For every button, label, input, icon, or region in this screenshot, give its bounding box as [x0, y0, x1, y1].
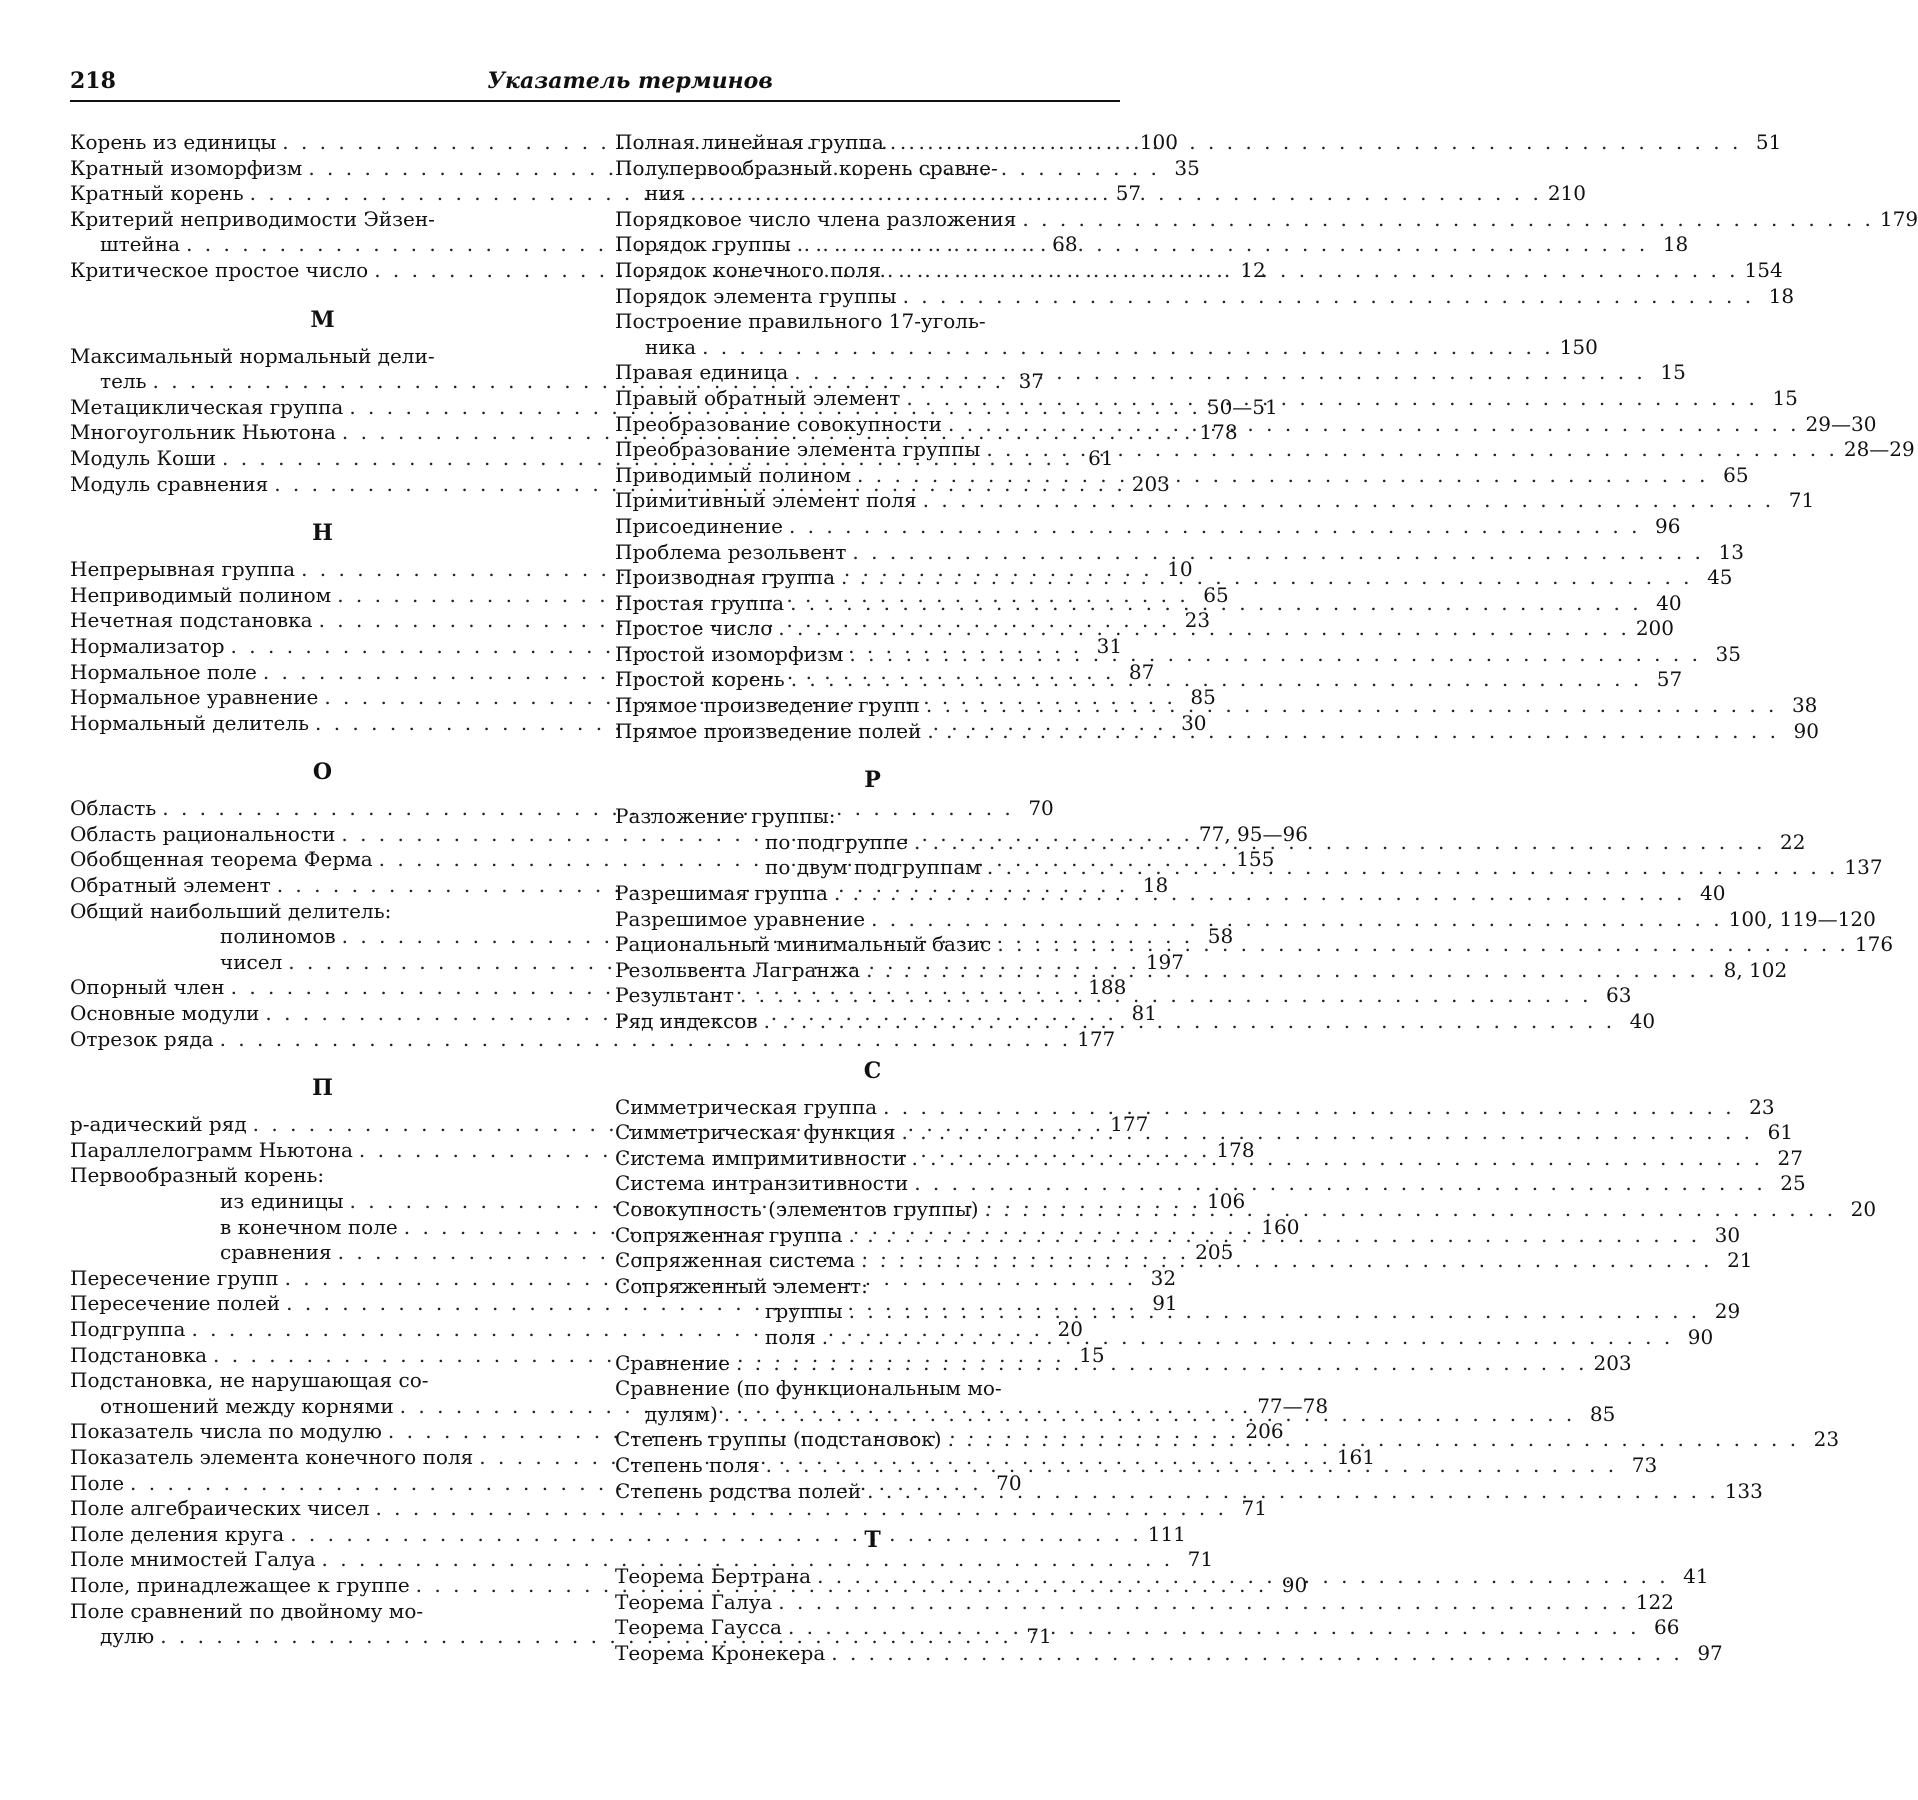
page-reference: 73 — [1631, 1452, 1658, 1477]
index-term: Модуль сравнения — [70, 471, 269, 496]
dot-leader — [871, 907, 1723, 933]
page-reference: 197 — [1145, 949, 1185, 974]
page-reference: 137 — [1844, 855, 1883, 880]
index-term: Разрешимая группа — [615, 881, 828, 906]
page-reference: 40 — [1629, 1009, 1656, 1033]
page-reference: 57 — [1115, 181, 1142, 206]
index-entry — [615, 206, 1918, 233]
index-term: Порядок элемента группы — [615, 283, 897, 308]
index-entry — [615, 906, 1876, 933]
dot-leader — [736, 1351, 1588, 1377]
page-reference: 160 — [1261, 1214, 1300, 1239]
page-reference: 97 — [1697, 1640, 1723, 1665]
page-reference: 90 — [1687, 1324, 1714, 1349]
index-term: поля — [765, 1324, 816, 1349]
index-term: Порядок группы — [615, 232, 791, 257]
index-term: Поле — [70, 1470, 125, 1495]
index-term: Кратный изоморфизм — [70, 155, 303, 180]
index-term: Сопряженная система — [615, 1248, 855, 1273]
page-reference: 150 — [1559, 334, 1598, 359]
page-reference: 37 — [1018, 369, 1045, 394]
index-term: Теорема Кронекера — [615, 1640, 826, 1665]
dot-leader — [841, 565, 1693, 591]
index-term: Метациклическая группа — [70, 394, 344, 419]
index-term: ния — [645, 181, 685, 206]
dot-leader — [766, 1453, 1618, 1479]
dot-leader — [849, 1299, 1701, 1325]
page-reference: 20 — [1850, 1196, 1877, 1221]
page-reference: 85 — [1589, 1401, 1616, 1426]
index-term-first-line: Поле сравнений по двойному мо- — [70, 1598, 424, 1623]
dot-leader — [867, 1479, 1719, 1505]
index-entry — [615, 1171, 1806, 1197]
page-reference: 65 — [1723, 462, 1749, 487]
index-term: Критическое простое число — [70, 257, 369, 282]
dot-leader — [903, 284, 1755, 310]
dot-leader — [702, 335, 1554, 361]
index-term: Система импримитивности — [615, 1145, 906, 1170]
dot-leader — [831, 1641, 1683, 1667]
index-term: Полная линейная группа — [615, 130, 884, 154]
page-reference: 133 — [1724, 1478, 1763, 1503]
page-reference: 35 — [1715, 641, 1741, 666]
page-reference: 100, 119—120 — [1728, 906, 1876, 931]
page-reference: 90 — [1793, 718, 1819, 743]
index-entry — [615, 437, 1915, 463]
index-term: дулю — [100, 1624, 155, 1649]
index-term: Порядок конечного поля — [615, 257, 881, 282]
section-letter-t: Т — [864, 1527, 881, 1554]
page-reference: 57 — [1656, 667, 1683, 692]
page-reference: 111 — [1147, 1521, 1186, 1546]
page-reference: 177 — [1110, 1112, 1149, 1137]
page-reference: 210 — [1547, 181, 1586, 206]
dot-leader — [906, 386, 1758, 412]
dot-leader — [861, 1248, 1713, 1274]
index-term: Прямое произведение полей — [615, 718, 922, 743]
index-term: по двум подгруппам — [765, 855, 981, 880]
index-term: Область рациональности — [70, 821, 336, 846]
page-reference: 35 — [1174, 155, 1200, 180]
dot-leader — [849, 1223, 1701, 1249]
index-term: Примитивный элемент поля — [615, 488, 917, 513]
running-title: Указатель терминов — [487, 68, 773, 94]
index-term: Модуль Коши — [70, 445, 216, 470]
dot-leader — [927, 719, 1779, 745]
index-entry-continued — [615, 334, 1598, 361]
index-term: Подстановка — [70, 1342, 208, 1367]
page-reference: 30 — [1181, 710, 1207, 735]
page-reference: 70 — [1028, 796, 1054, 821]
dot-leader — [986, 437, 1838, 463]
index-term-first-line: Сравнение (по функциональным мо- — [615, 1376, 1002, 1401]
index-term: Сопряженная группа — [615, 1222, 843, 1247]
index-term: Поле алгебраических чисел — [70, 1496, 370, 1521]
dot-leader — [923, 488, 1775, 514]
dot-leader — [948, 1427, 1800, 1453]
index-entry — [615, 1094, 1775, 1121]
page-reference: 188 — [1088, 975, 1127, 1000]
dot-leader — [914, 830, 1766, 856]
page-reference: 65 — [1203, 582, 1229, 607]
index-term: Прямое произведение групп — [615, 693, 920, 718]
dot-leader — [849, 642, 1701, 668]
index-term: Неприводимый полином — [70, 582, 332, 607]
index-term: группы — [765, 1299, 843, 1324]
dot-leader — [791, 667, 1643, 693]
index-term: Нормализатор — [70, 633, 225, 658]
index-term: Теорема Бертрана — [615, 1564, 812, 1589]
dot-leader — [778, 616, 1630, 642]
dot-leader — [834, 881, 1686, 907]
dot-leader — [740, 983, 1592, 1009]
index-term: тель — [100, 369, 147, 394]
index-term: отношений между корнями — [100, 1393, 394, 1418]
dot-leader — [987, 855, 1839, 881]
index-term: по подгруппе — [765, 829, 908, 854]
index-entry-continued — [615, 181, 1586, 207]
index-term: Рациональный минимальный базис — [615, 932, 992, 957]
page-reference: 12 — [1240, 257, 1266, 282]
index-entry — [615, 1478, 1763, 1505]
page-reference: 206 — [1245, 1419, 1284, 1444]
page-reference: 10 — [1167, 557, 1193, 582]
page-reference: 66 — [1654, 1615, 1680, 1640]
index-term: Показатель элемента конечного поля — [70, 1444, 474, 1469]
dot-leader — [1022, 207, 1874, 233]
page-reference: 203 — [1593, 1350, 1632, 1375]
page-reference: 25 — [1780, 1171, 1806, 1196]
page-reference: 200 — [1635, 616, 1675, 641]
page-reference: 90 — [1281, 1572, 1308, 1597]
index-term: Нечетная подстановка — [70, 608, 313, 633]
index-term: Поле мнимостей Галуа — [70, 1547, 316, 1572]
dot-leader — [822, 1325, 1674, 1351]
page-reference: 77, 95—96 — [1198, 821, 1308, 846]
page-reference: 23 — [1749, 1094, 1775, 1119]
page-reference: 50—51 — [1206, 394, 1278, 419]
dot-leader — [789, 514, 1641, 540]
index-term: Показатель числа по модулю — [70, 1419, 382, 1444]
index-term: Отрезок ряда — [70, 1026, 214, 1051]
index-term: Обратный элемент — [70, 873, 271, 898]
index-term: Порядковое число члена разложения — [615, 206, 1017, 231]
page-reference: 18 — [1142, 873, 1169, 898]
index-term: сравнения — [220, 1240, 332, 1265]
index-term: Непрерывная группа — [70, 557, 296, 582]
page-reference: 22 — [1780, 829, 1806, 854]
page-reference: 161 — [1336, 1444, 1375, 1469]
page-reference: 81 — [1131, 1001, 1157, 1026]
page-reference: 30 — [1714, 1222, 1741, 1247]
index-term: Правая единица — [615, 360, 789, 385]
index-term: Степень группы (подстановок) — [615, 1427, 942, 1452]
page-reference: 23 — [1184, 608, 1211, 633]
dot-leader — [764, 1009, 1616, 1035]
page-reference: 29—30 — [1805, 411, 1877, 436]
index-heading: Сопряженный элемент: — [615, 1273, 868, 1298]
index-term: Резольвента Лагранжа — [615, 957, 861, 982]
page-reference: 205 — [1195, 1240, 1234, 1265]
index-entry — [615, 983, 1632, 1009]
page-reference: 71 — [1788, 488, 1815, 513]
dot-leader — [902, 1120, 1754, 1146]
index-term: Пересечение полей — [70, 1291, 281, 1316]
dot-leader — [794, 360, 1646, 386]
page-number: 218 — [70, 68, 116, 94]
page-reference: 77—78 — [1257, 1393, 1329, 1418]
index-term: Теорема Галуа — [615, 1589, 773, 1614]
index-term: из единицы — [220, 1189, 344, 1213]
page-reference: 154 — [1744, 257, 1783, 282]
index-heading: Первообразный корень: — [70, 1163, 325, 1188]
dot-leader — [866, 958, 1718, 984]
page-reference: 21 — [1727, 1248, 1753, 1273]
index-term: Обобщенная теорема Ферма — [70, 847, 373, 872]
page-reference: 71 — [1026, 1624, 1052, 1649]
page-reference: 87 — [1128, 659, 1155, 684]
index-term: Симметрическая функция — [615, 1120, 896, 1145]
page-reference: 178 — [1216, 1137, 1255, 1162]
page-reference: 51 — [1755, 130, 1782, 154]
index-subentry — [615, 1324, 1714, 1351]
section-letter-o: О — [312, 759, 333, 786]
index-term: Сравнение — [615, 1350, 730, 1375]
dot-leader — [890, 130, 1742, 156]
dot-leader — [690, 181, 1542, 207]
dot-leader — [790, 591, 1642, 617]
index-term: Степень родства полей — [615, 1478, 862, 1503]
dot-leader — [883, 1095, 1735, 1121]
page-reference: 18 — [1662, 232, 1689, 257]
page-reference: 106 — [1207, 1189, 1246, 1213]
index-term: Нормальный делитель — [70, 710, 309, 735]
page-reference: 71 — [1187, 1547, 1214, 1572]
index-entry — [615, 641, 1741, 668]
header-rule — [70, 100, 1120, 102]
index-term: Подгруппа — [70, 1316, 186, 1341]
index-entry — [615, 1589, 1674, 1616]
dot-leader — [985, 1197, 1837, 1223]
dot-leader — [852, 540, 1704, 566]
index-term-first-line: Подстановка, не нарушающая со- — [70, 1368, 429, 1393]
section-letter-r: Р — [864, 767, 881, 794]
page-reference: 68 — [1052, 232, 1078, 257]
index-term: Простой корень — [615, 667, 785, 692]
index-term: дулям) — [645, 1401, 718, 1426]
index-term: полиномов — [220, 924, 336, 949]
page-reference: 155 — [1236, 847, 1275, 872]
index-entry — [70, 1521, 1186, 1548]
page-reference: 15 — [1079, 1342, 1105, 1367]
index-term: Преобразование совокупности — [615, 411, 942, 436]
page-reference: 45 — [1707, 565, 1733, 590]
index-heading: Разложение группы: — [615, 804, 836, 829]
index-term: p-адический ряд — [70, 1112, 247, 1137]
section-letter-n: Н — [312, 520, 333, 547]
page-reference: 23 — [1813, 1427, 1840, 1452]
page-reference: 15 — [1772, 385, 1798, 410]
index-term: Проблема резольвент — [615, 539, 847, 564]
dot-leader — [857, 463, 1709, 489]
page-reference: 61 — [1088, 445, 1114, 470]
page-reference: 122 — [1635, 1589, 1674, 1614]
page-reference: 41 — [1683, 1564, 1709, 1589]
page-reference: 70 — [996, 1470, 1022, 1495]
index-term: Ряд индексов — [615, 1009, 758, 1033]
dot-leader — [948, 412, 1800, 438]
index-term: Нормальное поле — [70, 659, 257, 684]
index-term: Результант — [615, 983, 734, 1008]
index-term: Присоединение — [615, 513, 783, 538]
page-reference: 179 — [1879, 206, 1918, 231]
index-term-first-line: Максимальный нормальный дели- — [70, 343, 435, 368]
index-term: ника — [645, 334, 697, 359]
page-reference: 100 — [1139, 130, 1178, 154]
index-term: штейна — [100, 232, 181, 257]
index-term: Кратный корень — [70, 181, 244, 206]
index-term: чисел — [220, 949, 283, 974]
index-term: Производная группа — [615, 565, 835, 590]
index-term: Совокупность (элементов группы) — [615, 1196, 979, 1221]
page-reference: 96 — [1655, 513, 1681, 538]
index-term: Поле деления круга — [70, 1521, 285, 1546]
dot-leader — [997, 932, 1849, 958]
dot-leader — [724, 1402, 1576, 1428]
index-term-first-line: Построение правильного 17-уголь- — [615, 309, 986, 334]
page-reference: 203 — [1131, 471, 1170, 496]
index-term: Нормальное уравнение — [70, 685, 319, 710]
index-term: Симметрическая группа — [615, 1094, 878, 1119]
section-letter-m: М — [310, 306, 335, 333]
dot-leader — [797, 232, 1649, 258]
index-heading: Общий наибольший делитель: — [70, 898, 392, 923]
page-reference: 85 — [1190, 685, 1216, 710]
page-reference: 13 — [1718, 539, 1744, 564]
page-reference: 61 — [1767, 1120, 1794, 1145]
index-entry — [615, 360, 1686, 386]
index-entry — [70, 1026, 1116, 1053]
index-term: Правый обратный элемент — [615, 385, 901, 410]
index-entry — [70, 1496, 1267, 1522]
page-header — [70, 68, 1120, 102]
index-term: Система интранзитивности — [615, 1171, 909, 1196]
index-term: Простое число — [615, 616, 773, 641]
index-term: Теорема Гаусса — [615, 1615, 782, 1640]
index-term: Параллелограмм Ньютона — [70, 1137, 353, 1162]
index-term-first-line: Полупервообразный корень сравне- — [615, 155, 998, 180]
page-reference: 91 — [1152, 1291, 1178, 1316]
index-term: Корень из единицы — [70, 130, 277, 154]
index-entry — [615, 539, 1744, 566]
page-reference: 176 — [1854, 932, 1894, 957]
dot-leader — [817, 1564, 1669, 1590]
index-term: Простая группа — [615, 590, 785, 615]
page-reference: 71 — [1241, 1496, 1267, 1521]
index-entry — [615, 232, 1689, 258]
page-reference: 20 — [1057, 1316, 1083, 1341]
dot-leader — [911, 1146, 1763, 1172]
page-reference: 18 — [1768, 283, 1795, 308]
index-entry — [615, 513, 1681, 540]
index-term-first-line: Критерий неприводимости Эйзен- — [70, 206, 435, 231]
index-term: Пересечение групп — [70, 1265, 279, 1290]
dot-leader — [778, 1590, 1630, 1616]
index-entry — [615, 1615, 1680, 1641]
page-reference: 15 — [1660, 360, 1686, 385]
index-term: Многоугольник Ньютона — [70, 420, 336, 445]
page-reference: 31 — [1096, 633, 1123, 658]
page-reference: 27 — [1777, 1145, 1803, 1170]
index-term: Основные модули — [70, 1001, 260, 1026]
index-term: Преобразование элемента группы — [615, 437, 981, 462]
index-entry — [70, 1547, 1214, 1573]
index-term: Приводимый полином — [615, 462, 852, 487]
index-entry — [615, 1350, 1632, 1377]
section-letter-p: П — [312, 1075, 333, 1102]
index-term: Поле, принадлежащее к группе — [70, 1572, 410, 1597]
page-reference: 29 — [1714, 1299, 1741, 1324]
page-reference: 177 — [1077, 1026, 1116, 1051]
page-reference: 8, 102 — [1723, 957, 1788, 982]
index-term: в конечном поле — [220, 1214, 398, 1239]
index-term: Степень поля — [615, 1452, 760, 1477]
page-reference: 28—29 — [1843, 437, 1915, 462]
index-term: Область — [70, 796, 157, 821]
page-reference: 40 — [1700, 881, 1726, 906]
index-term: Разрешимое уравнение — [615, 906, 866, 931]
index-term: Опорный член — [70, 975, 225, 1000]
dot-leader — [788, 1615, 1640, 1641]
page-reference: 58 — [1207, 924, 1234, 949]
dot-leader — [914, 1171, 1766, 1197]
page-reference: 178 — [1199, 420, 1238, 445]
dot-leader — [887, 258, 1739, 284]
dot-leader — [926, 693, 1778, 719]
page-reference: 38 — [1791, 693, 1818, 718]
index-entry — [615, 1640, 1723, 1667]
index-entry — [615, 488, 1815, 514]
page-reference: 63 — [1606, 983, 1632, 1008]
index-entry — [615, 283, 1795, 310]
page-reference: 40 — [1656, 590, 1682, 615]
section-letter-s: С — [863, 1057, 882, 1084]
page-reference: 32 — [1150, 1265, 1177, 1290]
index-term: Простой изоморфизм — [615, 641, 844, 666]
